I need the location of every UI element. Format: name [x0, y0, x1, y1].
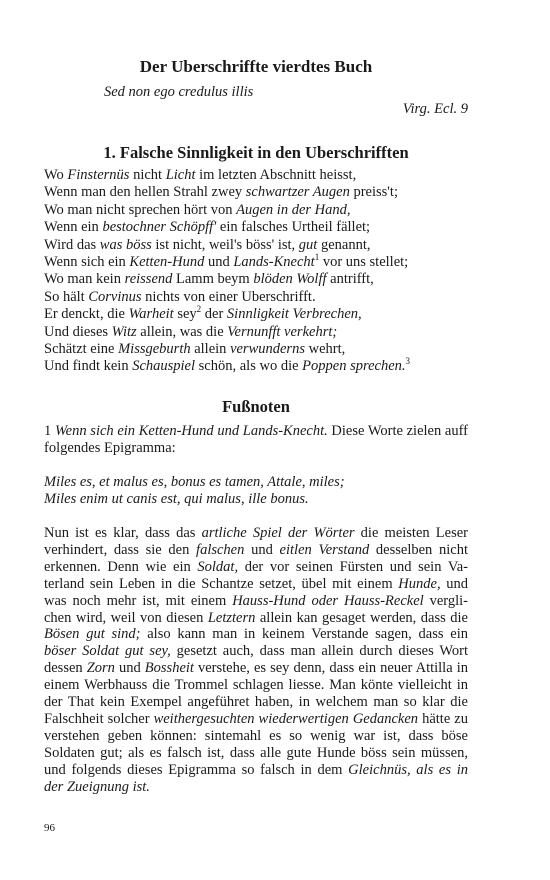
footnote-ref-3[interactable]: 3: [405, 356, 411, 367]
poem-line: Wo man nicht sprechen hört von Augen in der Hand,: [44, 201, 351, 218]
quote-line: Miles enim ut canis est, qui malus, ille bonus.: [44, 491, 309, 507]
epigraph-text: Sed non ego credulus illis: [104, 84, 254, 100]
poem-line: Wenn man den hellen Strahl zwey schwartzer Augen preiss't;: [44, 184, 398, 201]
footnotes-heading: Fußnoten: [222, 397, 290, 416]
poem-line: Wo Finsternüs nicht Licht im letzten Abschnitt heisst,: [44, 167, 357, 183]
poem-line: Wenn ein bestochner Schöpff' ein falsches Urtheil fället;: [44, 219, 371, 236]
poem-line: Er denckt, die Warheit sey$^2$ der Sinnligkeit Verbrechen,: [44, 304, 362, 323]
poem: [44, 167, 468, 376]
footnote-ref-1[interactable]: 1: [314, 252, 320, 263]
book-title: Der Uberschriffte vierdtes Buch: [139, 57, 373, 76]
page-number: 96: [44, 822, 55, 834]
poem-line: So hält Corvinus nichts von einer Uberschrifft.: [44, 288, 316, 305]
footnote-commentary: Nun ist es klar, dass das artliche Spiel der Wörter die meisten Leser verhindert, dass sie den falschen und eitlen Verstand desselben nicht erkennen. Denn wie ein Soldat, der vor seinen Fürsten und sein Vaterland sein Leben in die Schantze setzet, übel mit einem Hunde, und was noch mehr ist, mit einem Hauss-Hund oder Hauss-Reckel verglichen wird, weil von diesen Letztern allein kan gesaget werden, dass die Bösen gut sind; also kann man in keinem Verstande sagen, dass ein böser Soldat gut sey, gesetzt auch, dass man allein durch dieses Wort dessen Zorn und Bossheit verstehe, es sey denn, dass ein neuer Attilla in einem Werbhauss die Trommel schlagen liesse. Man könte vielleicht in der That kein Exempel angeführet haben, in welchem man so klar die Falschheit solcher weithergesuchten wiederwertigen Gedancken hätte zu verstehen geben können: sintemahl es so wenig war ist, dass böse Soldaten gut; als es falsch ist, dass alle gute Hunde böss sein müssen, und folgends dieses Epigramma so falsch in dem Gleichnüs, als es in der Zueignung ist.: [44, 525, 469, 795]
poem-line: Wird das was böss ist nicht, weil's böss' ist, gut genannt,: [44, 236, 371, 253]
poem-line: Wenn sich ein Ketten-Hund und Lands-Knecht$^1$ vor uns stellet;: [44, 252, 409, 271]
poem-line: Und dieses Witz allein, was die Vernunfft verkehrt;: [44, 323, 338, 340]
quote-line: Miles es, et malus es, bonus es tamen, Attale, miles;: [44, 474, 345, 490]
poem-line: Und findt kein Schauspiel schön, als wo die Poppen sprechen.$^3$: [44, 356, 411, 375]
poem-line: Wo man kein reissend Lamm beym blöden Wolff antrifft,: [44, 271, 374, 288]
footnote-1: 1 Wenn sich ein Ketten-Hund und Lands-Knecht. Diese Worte zielen auff folgendes Epigramma:: [44, 423, 469, 456]
epigraph-source: Virg. Ecl. 9: [402, 101, 468, 117]
poem-line: Schätzt eine Missgeburth allein verwunderns wehrt,: [44, 341, 346, 358]
footnote-ref-2[interactable]: 2: [196, 304, 202, 315]
section-title: 1. Falsche Sinnligkeit in den Uberschrifften: [103, 143, 409, 162]
epigram-quote: [44, 474, 468, 508]
